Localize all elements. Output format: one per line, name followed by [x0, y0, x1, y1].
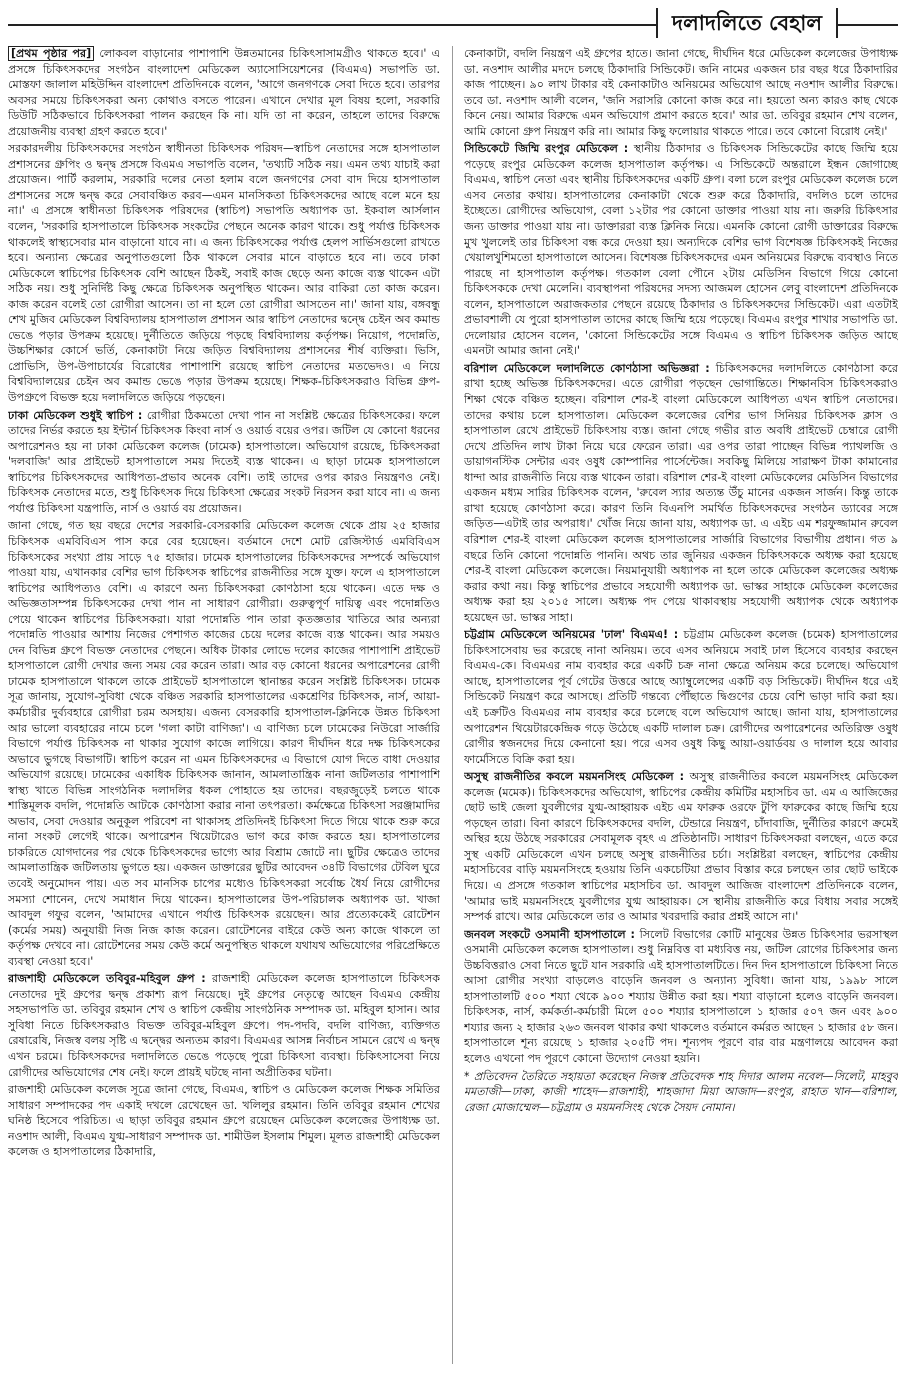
section-heading: অসুস্থ রাজনীতির কবলে ময়মনসিংহ মেডিকেল : [464, 770, 685, 784]
paragraph [8, 408, 440, 517]
paragraph-text: কেনাকাটা, বদলি নিয়ন্ত্রণ এই গ্রুপের হাতে। জানা গেছে, দীর্ঘদিন ধরে মেডিকেল কলেজের উপাধ্যক্ষ ডা. নওশাদ আলীর মদদে চলছে ঠিকাদারি সিন্ডিকেট। জনি নামের একজন চার বছর ধরে ঠিকাদারির কাজ পাচ্ছেন। ৯০ লাখ টাকার বই কেনাকাটাও অনিয়মের অভিযোগ আছে নওশাদ আলীর বিরুদ্ধে। তবে ডা. নওশাদ আলী বলেন, 'জনি সরাসরি কোনো কাজ করে না। হয়তো অন্য কারও কাছ থেকে কিনে নেয়। আমার বিরুদ্ধে এমন অভিযোগ প্রমাণ করতে হবে।' আর ডা. তবিবুর রহমান শেখ বলেন, আমি কোনো গ্রুপ নিয়ন্ত্রণ করি না। আমার কিছু ফলোয়ার থাকতে পারে। তবে কোনো বিরোধ নেই।' [464, 47, 898, 138]
section-heading: ঢাকা মেডিকেল শুধুই স্বাচিপ : [8, 408, 143, 422]
page-header [8, 8, 898, 38]
title-box [656, 8, 838, 38]
paragraph-text: চিকিৎসকদের দলাদলিতে কোণঠাসা করে রাখা হচ্ছে অভিজ্ঞ চিকিৎসকদের। এতে রোগীরা পড়ছেন ভোগান্তিতে। শিক্ষানবিস চিকিৎসকরাও শিক্ষা থেকে বঞ্চিত হচ্ছেন। বরিশাল শের-ই বাংলা মেডিকেলে আধিপত্য এখন স্বাচিপ নেতাদের। তাদের কথায় চলে হাসপাতাল। মেডিকেল কলেজের বেশির ভাগ সিনিয়র চিকিৎসক ক্লাস ও হাসপাতাল রেখে প্রাইভেট চিকিৎসায় ব্যস্ত। জানা গেছে গভীর রাত অবধি প্রাইভেট চেম্বারে রোগী দেখে প্রতিদিন লাখ টাকা নিয়ে ঘরে ফেরেন তারা। এর ওপর তারা পাচ্ছেন বিভিন্ন প্যাথলজি ও ডায়াগনস্টিক সেন্টার এবং ওষুধ কোম্পানির পার্সেন্টেজ। সবকিছু মিলিয়ে সারাক্ষণ টাকা কামানোর ধান্দা আর রাজনীতি নিয়ে ব্যস্ত থাকেন তারা। বরিশাল শের-ই বাংলা মেডিকেলের মেডিসিন বিভাগের একজন মধ্যম সারির চিকিৎসক বলেন, 'রুবেল স্যার অত্যন্ত উঁচু মানের একজন সার্জন। কিন্তু তাকে রাখা হয়েছে কোণঠাসা করে। কারণ তিনি বিএনপি সমর্থিত চিকিৎসকদের সংগঠন ড্যাবের সঙ্গে জড়িত—এটাই তার অপরাধ।' খোঁজ নিয়ে জানা যায়, অধ্যাপক ডা. এ এইচ এম শরফুজ্জামান রুবেল বরিশাল শের-ই বাংলা মেডিকেল কলেজ হাসপাতালের সার্জারি বিভাগের বিভাগীয় প্রধান। গত ৯ বছরে তিনি কোনো পদোন্নতি পাননি। অথচ তার জুনিয়র একজন চিকিৎসককে অধ্যক্ষ করা হয়েছে শের-ই বাংলা মেডিকেল কলেজে। নিয়মানুযায়ী অধ্যাপক না হলে তাকে মেডিকেল কলেজের অধ্যক্ষ করার কথা নয়। কিন্তু স্বাচিপের প্রভাবে সহযোগী অধ্যাপক ডা. ভাস্কর সাহাকে মেডিকেল কলেজের অধ্যক্ষ করা হয় ২০১৫ সালে। অধ্যক্ষ পদ পেয়ে থাকাবস্থায় সহযোগী অধ্যাপক থেকে অধ্যাপক হয়েছেন ডা. ভাস্কর সাহা। [464, 361, 898, 624]
section-heading: চট্টগ্রাম মেডিকেলে অনিয়মের 'ঢাল' বিএমএ! : [464, 628, 679, 642]
paragraph [464, 927, 898, 1067]
page-title: দলাদলিতে বেহাল [672, 10, 822, 35]
newspaper-page [8, 8, 898, 1369]
section-heading: সিন্ডিকেটে জিম্মি রংপুর মেডিকেল : [464, 142, 629, 156]
paragraph-text: রাজশাহী মেডিকেল কলেজ হাসপাতালে চিকিৎসক নেতাদের দুই গ্রুপের দ্বন্দ্ব প্রকাশ্য রূপ নিয়েছে। দুই গ্রুপের নেতৃত্বে আছেন বিএমএ কেন্দ্রীয় সহসভাপতি ডা. তবিবুর রহমান শেখ ও স্বাচিপ কেন্দ্রীয় সাংগঠনিক সম্পাদক ডা. মহিবুল হাসান। আর সুবিধা নিতে চিকিৎসকরাও বিভক্ত তবিবুর-মহিবুল গ্রুপে। পদ-পদবি, বদলি বাণিজ্য, ব্যক্তিগত রেষারেষি, নিজস্ব বলয় সৃষ্টি এ দ্বন্দ্বের অন্যতম কারণ। বিএমএর আসন্ন নির্বাচন সামনে রেখে এ দ্বন্দ্ব এখন চরমে। চিকিৎসকদের দলাদলিতে ভেঙে পড়েছে পুরো চিকিৎসা ব্যবস্থা। চিকিৎসাসেবা নিয়ে রোগীদের অভিযোগের শেষ নেই। ফলে প্রায়ই ঘটছে নানা অপ্রীতিকর ঘটনা। [8, 972, 440, 1079]
paragraph-text: রাজশাহী মেডিকেল কলেজ সূত্রে জানা গেছে, বিএমএ, স্বাচিপ ও মেডিকেল কলেজ শিক্ষক সমিতির সাধারণ সম্পাদকের পদ একাই দখলে রেখেছেন ডা. খলিলুর রহমান। তিনি তবিবুর রহমান শেখের ঘনিষ্ঠ হিসেবে পরিচিত। এ ছাড়া তবিবুর রহমান গ্রুপে রয়েছেন মেডিকেল কলেজের উপাধ্যক্ষ ডা. নওশাদ আলী, বিএমএ যুগ্ম-সাধারণ সম্পাদক ডা. শামীউল ইসলাম শিমুল। মূলত রাজশাহী মেডিকেল কলেজ ও হাসপাতালের ঠিকাদারি, [8, 1083, 440, 1159]
paragraph [8, 1082, 440, 1160]
section-heading: বরিশাল মেডিকেলে দলাদলিতে কোণঠাসা অভিজ্ঞরা : [464, 361, 710, 375]
section-heading: রাজশাহী মেডিকেলে তবিবুর-মহিবুল গ্রুপ : [8, 972, 206, 986]
paragraph-text: লোকবল বাড়ানোর পাশাপাশি উন্নতমানের চিকিৎসাসামগ্রীও থাকতে হবে।' এ প্রসঙ্গে চিকিৎসকদের সংগঠন বাংলাদেশ মেডিকেল অ্যাসোসিয়েশনের (বিএমএ) সভাপতি ডা. মোস্তফা জালাল মহিউদ্দিন বাংলাদেশ প্রতিদিনকে বলেন, 'আগে জনগণকে সেবা দিতে হবে। তারপর অবসর সময়ে চিকিৎসকরা অন্য কোথাও বসতে পারেন। এখানে দেখার মূল বিষয় হলো, সরকারি ডিউটি সঠিকভাবে চিকিৎসকরা পালন করছেন কি না। যদি তা না করেন, তাহলে তাদের বিরুদ্ধে প্রয়োজনীয় ব্যবস্থা গ্রহণ করতে হবে।' [8, 47, 440, 138]
paragraph-text: সিলেট বিভাগের কোটি মানুষের উন্নত চিকিৎসার ভরসাস্থল ওসমানী মেডিকেল কলেজ হাসপাতাল। শুধু নিম্নবিত্ত বা মধ্যবিত্ত নয়, জটিল রোগের চিকিৎসার জন্য উচ্চবিত্তরাও সেবা নিতে ছুটে যান সরকারি এই হাসপাতালটিতে। দিন দিন হাসপাতালে চিকিৎসা নিতে আসা রোগীর সংখ্যা বাড়লেও বাড়েনি জনবল ও অন্যান্য সুবিধা। জানা যায়, ১৯৯৮ সালে হাসপাতালটি ৫০০ শয্যা থেকে ৯০০ শয্যায় উন্নীত করা হয়। শয্যা বাড়ানো হলেও বাড়েনি জনবল। চিকিৎসক, নার্স, কর্মকর্তা-কর্মচারী মিলে ৫০০ শয্যার হাসপাতালে ১ হাজার ৫০৭ জন এবং ৯০০ শয্যার জন্য ২ হাজার ২৬৩ জনবল থাকার কথা থাকলেও বর্তমানে কর্মরত আছেন ১ হাজার ৫৮ জন। হাসপাতালে শূন্য রয়েছে ১ হাজার ২০৫টি পদ। শূন্যপদ পূরণে বার বার মন্ত্রণালয়ে আবেদন করা হলেও এখনো পদ পূরণে কোনো উদ্যোগ নেওয়া হয়নি। [464, 927, 898, 1065]
paragraph-text: চট্টগ্রাম মেডিকেল কলেজ (চমেক) হাসপাতালের চিকিৎসাসেবায় ভর করেছে নানা অনিয়ম। তবে এসব অনিয়মে সবাই ঢাল হিসেবে ব্যবহার করছেন বিএমএ-কে। বিএমএর নাম ব্যবহার করে একটি চক্র নানা ক্ষেত্রে অনিয়ম করে চলেছে। অভিযোগ আছে, হাসপাতালের পূর্ব গেটের উত্তরে আছে অ্যাম্বুলেন্সের একটি বড় সিন্ডিকেট। দীর্ঘদিন ধরে এই সিন্ডিকেট নিয়ন্ত্রণ করে আসছে। প্রতিটি গন্তব্যে পৌঁছাতে দ্বিগুণের চেয়ে বেশি ভাড়া দাবি করা হয়। এই চক্রটিও বিএমএর নাম ব্যবহার করে চলেছে বলে অভিযোগ আছে। জানা যায়, হাসপাতালের অপারেশন থিয়েটারকেন্দ্রিক গড়ে উঠেছে একটি দালাল চক্র। রোগীদের অপারেশনের অতিরিক্ত ওষুধ রোগীর স্বজনদের দিয়ে কেনানো হয়। পরে এসব ওষুধ কিছু আয়া-ওয়ার্ডবয় ও দালাল হয়ে আবার ফার্মেসিতে বিক্রি করা হয়। [464, 628, 898, 766]
section-heading: জনবল সংকটে ওসমানী হাসপাতালে : [464, 927, 635, 941]
paragraph-text: অসুস্থ রাজনীতির কবলে ময়মনসিংহ মেডিকেল কলেজ (মমেক)। চিকিৎসকদের অভিযোগ, স্বাচিপের কেন্দ্রীয় কমিটির মহাসচিব ডা. এম এ আজিজের ছোট ভাই জেলা যুবলীগের যুগ্ম-আহ্বায়ক এইচ এম ফারুক ওরফে টুপি ফারুকের কাছে জিম্মি হয়ে পড়ছেন তারা। বিনা কারণে চিকিৎসকদের বদলি, টেন্ডারে নিয়ন্ত্রণ, চাঁদাবাজি, দুর্নীতির কারণে ক্রমেই অস্থির হয়ে উঠছে সরকারের সেবামূলক বৃহৎ এ প্রতিষ্ঠানটি। সাধারণ চিকিৎসকরা বলছেন, এতে করে সুস্থ একটি মেডিকেলে এখন চলছে অসুস্থ রাজনীতির চর্চা। সংশ্লিষ্টরা বলছেন, স্বাচিপের কেন্দ্রীয় মহাসচিবের বাড়ি ময়মনসিংহে হওয়ায় তিনি একচেটিয়া প্রভাব বিস্তার করে চলছেন তার ছোট ভাইকে দিয়ে। এ প্রসঙ্গে গতকাল স্বাচিপের মহাসচিব ডা. আবদুল আজিজ বাংলাদেশ প্রতিদিনকে বলেন, 'আমার ভাই ময়মনসিংহে যুবলীগের যুগ্ম আহ্বায়ক। সে স্থানীয় রাজনীতি করে বিধায় সবার সঙ্গেই সম্পর্ক রাখে। আর মেডিকেলে তার ও আমার খবরদারি করার প্রশ্নই আসে না।' [464, 770, 898, 924]
paragraph [464, 141, 898, 359]
paragraph [8, 46, 440, 139]
contributors-note: * প্রতিবেদন তৈরিতে সহায়তা করেছেন নিজস্ব প্রতিবেদক শাহ দিদার আলম নবেল—সিলেট, মাহবুব মমতাজী—ঢাকা, কাজী শাহেদ—রাজশাহী, শাহজাদা মিয়া আজাদ—রংপুর, রাহাত খান—বরিশাল, রেজা মোজাম্মেল—চট্টগ্রাম ও ময়মনসিংহ থেকে সৈয়দ নোমান। [464, 1069, 898, 1114]
paragraph [8, 518, 440, 969]
paragraph-text: জানা গেছে, গত ছয় বছরে দেশের সরকারি-বেসরকারি মেডিকেল কলেজ থেকে প্রায় ২৫ হাজার চিকিৎসক এমবিবিএস পাস করে বের হয়েছেন। বর্তমানে দেশে মোট রেজিস্টার্ড এমবিবিএস চিকিৎসকের সংখ্যা প্রায় সাড়ে ৭৫ হাজার। ঢামেক হাসপাতালের চিকিৎসকদের সম্পর্কে অভিযোগ পাওয়া যায়, এখানকার বেশির ভাগ চিকিৎসক স্বাচিপের রাজনীতির সঙ্গে যুক্ত। ফলে এ হাসপাতালে স্বাচিপের আধিপত্যও বেশি। এ কারণে অন্য চিকিৎসকরা কোণঠাসা হয়ে থাকেন। এতে দক্ষ ও অভিজ্ঞতাসম্পন্ন চিকিৎসকের দেখা পান না সাধারণ রোগীরা। গুরুত্বপূর্ণ দায়িত্ব এবং পদোন্নতিও পেয়ে থাকেন স্বাচিপের চিকিৎসকরা। যারা পদোন্নতি পান তারা কৃতজ্ঞতার খাতিরে আর অন্যরা পদোন্নতি পাওয়ার আশায় নিজের পেশাগত কাজের চেয়ে দলের কাজে ব্যস্ত থাকেন। আর সময়ও দেন বিভিন্ন গ্রুপে বিভক্ত নেতাদের পেছনে। অধিক টাকার লোভে দলের কাজের পাশাপাশি প্রাইভেট হাসপাতালে রোগী দেখার জন্য সময় বের করেন তারা। আর বড় কোনো ধরনের অপারেশনের রোগী ঢামেক হাসপাতালে থাকলে তাকে প্রাইভেট হাসপাতালে স্থানান্তর করেন সংশ্লিষ্ট চিকিৎসক। ঢামেক সূত্র জানায়, সুযোগ-সুবিধা থেকে বঞ্চিত সরকারি হাসপাতালের একশ্রেণির চিকিৎসক, নার্স, আয়া-কর্মচারীর দুর্ব্যবহারে রোগীরা চরম অসহায়। এজন্য বেসরকারি হাসপাতাল-ক্লিনিকে উন্নত চিকিৎসা আর ভালো ব্যবহারের নামে চলে 'গলা কাটা বাণিজ্য'। এ বাণিজ্য চলে ঢামেকের নিউরো সার্জারি বিভাগে পর্যাপ্ত চিকিৎসক না থাকার সুযোগ কাজে লাগিয়ে। কারণ দীর্ঘদিন ধরে দক্ষ চিকিৎসকের অভাবে ভুগছে বিভাগটি। স্বাচিপ করেন না এমন চিকিৎসকদের এ বিভাগে যোগ দিতে বাধা দেওয়ার অভিযোগ রয়েছে। ঢামেকের একাধিক চিকিৎসক জানান, আমলাতান্ত্রিক নানা জটিলতার পাশাপাশি স্বাস্থ্য খাতে বিভিন্ন সাংগঠনিক দলাদলির ধকল পোহাতে হয় তাদের। বছরজুড়েই চলতে থাকে শাস্তিমূলক বদলি, পদোন্নতি আটকে কোণঠাসা করার নানা তৎপরতা। কর্মক্ষেত্রে চিকিৎসা সরঞ্জামাদির অভাব, সেবা দেওয়ার অনুকূল পরিবেশ না থাকাসহ প্রতিদিনই চিকিৎসা দিতে গিয়ে থাকে শুরু করে নানা সংকট লেগেই থাকে। অপারেশন থিয়েটারেও ভাগ করে কাজ করতে হয়। হাসপাতালের চাকরিতে যোগদানের পর থেকে চিকিৎসকদের ভাগ্যে আর বিশ্রাম জোটে না। ছুটির ক্ষেত্রেও তাদের আমলাতান্ত্রিক জটিলতায় ভুগতে হয়। একজন ডাক্তারের ছুটির আবেদন ৩৪টি বিভাগের টেবিল ঘুরে তবেই অনুমোদন পায়। এত সব মানসিক চাপের মধ্যেও চিকিৎসকরা সর্বোচ্চ ধৈর্য নিয়ে রোগীদের সমস্যা শোনেন, দেখে সমাধান দিয়ে থাকেন। হাসপাতালের উপ-পরিচালক অধ্যাপক ডা. খাজা আবদুল গফুর বলেন, 'আমাদের এখানে পর্যাপ্ত চিকিৎসক রয়েছেন। আর প্রত্যেককেই রোটেশন (কর্মের সময়) অনুযায়ী নিজ নিজ কাজ করেন। রোটেশনের বাইরে কেউ অন্য কাজে থাকলে তা কর্তৃপক্ষ দেখবে না। রোটেশনের সময় কেউ কর্মে অনুপস্থিত থাকলে যথাযথ অভিযোগের পরিপ্রেক্ষিতে ব্যবস্থা নেওয়া হবে।' [8, 519, 440, 968]
paragraph-text: সরকারদলীয় চিকিৎসকদের সংগঠন স্বাধীনতা চিকিৎসক পরিষদ—স্বাচিপ নেতাদের সঙ্গে হাসপাতাল প্রশাসনের গ্রুপিং ও দ্বন্দ্ব প্রসঙ্গে বিএমএ সভাপতি বলেন, 'তথ্যটি সঠিক নয়। এমন তথ্য যাচাই করা প্রয়োজন। পার্টি করলাম, সরকারি দলের নেতা হলাম বলে জনগণের সেবা বাদ দিয়ে হাসপাতাল প্রশাসনের সঙ্গে দ্বন্দ্ব করে সেবাবঞ্চিত করব—এমন মানসিকতা চিকিৎসকদের আছে বলে মনে হয় না।' এ প্রসঙ্গে স্বাধীনতা চিকিৎসক পরিষদের (স্বাচিপ) সভাপতি অধ্যাপক ডা. ইকবাল আর্সলান বলেন, 'সরকারি হাসপাতালে চিকিৎসক সংকটের পেছনে অনেক কারণ থাকে। শুধু পর্যাপ্ত চিকিৎসক থাকলেই স্বাস্থ্যসেবার মান বাড়ানো যাবে না। এ জন্য চিকিৎসকের পর্যাপ্ত হেলপ সার্ভিসগুলো রাখতে হবে। অন্যান্য ক্ষেত্রের অনুপাতগুলো ঠিক থাকলে সেবার মানে বাড়াতে হবে না। তবে ঢাকা মেডিকেলে স্বাচিপের চিকিৎসক বেশি আছেন ঠিকই, সবাই কাজ ছেড়ে অন্য কাজে ব্যস্ত থাকেন এটা সঠিক নয়। শুধু সুনির্দিষ্ট কিছু ক্ষেত্রে চিকিৎসক অনুপস্থিত থাকেন। আর বাকিরা তো কাজ করেন। কাজ করেন বলেই তো রোগীরা আসেন। তা না হলে তো রোগীরা আসতেন না।' জানা যায়, বঙ্গবন্ধু শেখ মুজিব মেডিকেল বিশ্ববিদ্যালয় হাসপাতাল প্রশাসন আর স্বাচিপ নেতাদের দ্বন্দ্বে চেইন অব কমান্ড ভেঙে পড়ার উপক্রম হয়েছে। দুর্নীতিতে জড়িয়ে পড়ছে বিশ্ববিদ্যালয় কর্তৃপক্ষ। নিয়োগ, পদোন্নতি, উচ্চশিক্ষার কোর্সে ভর্তি, কেনাকাটা নিয়ে জড়িত বিশ্ববিদ্যালয় প্রশাসনের শীর্ষ ব্যক্তিরা। ভিসি, প্রোভিসি, উপ-উপাচার্যের বিরোধের পাশাপাশি রয়েছে স্বাচিপ নেতাদের মতভেদও। এ নিয়ে বিশ্ববিদ্যালয়ের চেইন অব কমান্ড ভেঙে পড়ার উপক্রম হয়েছে। শিক্ষক-চিকিৎসকরাও বিভিন্ন গ্রুপ-উপগ্রুপে বিভক্ত হয়ে দলাদলিতে জড়িয়ে পড়ছেন। [8, 142, 440, 405]
paragraph [464, 361, 898, 625]
continuation-label: [প্রথম পৃষ্ঠার পর] [8, 46, 94, 61]
right-column [464, 46, 898, 1364]
paragraph [8, 141, 440, 405]
paragraph [464, 627, 898, 767]
paragraph-text: রোগীরা ঠিকমতো দেখা পান না সংশ্লিষ্ট ক্ষেত্রের চিকিৎসকের। ফলে তাদের নির্ভর করতে হয় ইন্টার্ন চিকিৎসক কিংবা নার্স ও ওয়ার্ড বয়ের ওপর। জটিল যে কোনো ধরনের অপারেশনও হয় না ঢাকা মেডিকেল কলেজ (ঢামেক) হাসপাতালে। অভিযোগ রয়েছে, চিকিৎসকরা 'দলবাজি' আর প্রাইভেট হাসপাতালে সময় দিতেই ব্যস্ত থাকেন। এ ছাড়া ঢামেক হাসপাতালে স্বাচিপের চিকিৎসকদের আধিপত্য-প্রভাব অনেক বেশি। তাই তাদের ওপর কারও নিয়ন্ত্রণও নেই। চিকিৎসক নেতাদের মতে, শুধু চিকিৎসক দিয়ে চিকিৎসা ক্ষেত্রের সংকট নিরসন করা যাবে না। এ জন্য পর্যাপ্ত চিকিৎসা যন্ত্রপাতি, নার্স ও ওয়ার্ড বয় প্রয়োজন। [8, 408, 440, 515]
paragraph [464, 46, 898, 139]
paragraph [8, 971, 440, 1080]
paragraph [464, 769, 898, 924]
left-column [8, 46, 440, 1364]
column-divider [452, 46, 453, 1364]
paragraph-text: স্থানীয় ঠিকাদার ও চিকিৎসক সিন্ডিকেটের কাছে জিম্মি হয়ে পড়েছে রংপুর মেডিকেল কলেজ হাসপাতাল কর্তৃপক্ষ। এ সিন্ডিকেটে অন্তরালে ইন্ধন জোগাচ্ছে বিএমএ, স্বাচিপ নেতা এবং স্থানীয় চিকিৎসকদের একটি গ্রুপ। বলা চলে রংপুর মেডিকেল কলেজ চলে এসব নেতার কথায়। হাসপাতালের কেনাকাটা থেকে শুরু করে ঠিকাদারি, বদলিও চলে তাদের ইচ্ছেতে। রোগীদের অভিযোগ, বেলা ১২টার পর কোনো ডাক্তার পাওয়া যায় না। জরুরি চিকিৎসার জন্য ডাক্তার পাওয়া যায় না। ডাক্তাররা ব্যস্ত ক্লিনিক নিয়ে। এমনকি কোনো রোগী ডাক্তারের বিরুদ্ধে মুখ খুললেই তার চিকিৎসা বন্ধ করে দেওয়া হয়। অন্যদিকে বেশির ভাগ বিশেষজ্ঞ চিকিৎসকই নিজের খেয়ালখুশিমতো হাসপাতালে আসেন। বিশেষজ্ঞ চিকিৎসকদের এমন অনিয়মের বিরুদ্ধে ব্যবস্থাও নিতে পারছে না হাসপাতাল কর্তৃপক্ষ। গতকাল বেলা পৌনে ২টায় মেডিসিন বিভাগে গিয়ে কোনো চিকিৎসককে দেখা মেলেনি। ব্যবস্থাপনা পরিষদের সদস্য আজমল হোসেন লেবু বাংলাদেশ প্রতিদিনকে বলেন, হাসপাতালে অরাজকতার পেছনে রয়েছে ঠিকাদার ও চিকিৎসকদের সিন্ডিকেট। এরা এতটাই প্রভাবশালী যে পুরো হাসপাতাল তাদের কাছে জিম্মি হয়ে পড়েছে। বিএমএ রংপুর শাখার সভাপতি ডা. দেলোয়ার হোসেন বলেন, 'কোনো সিন্ডিকেটের সঙ্গে বিএমএ ও স্বাচিপ চিকিৎসক জড়িত আছে এমনটা আমার জানা নেই।' [464, 142, 898, 358]
